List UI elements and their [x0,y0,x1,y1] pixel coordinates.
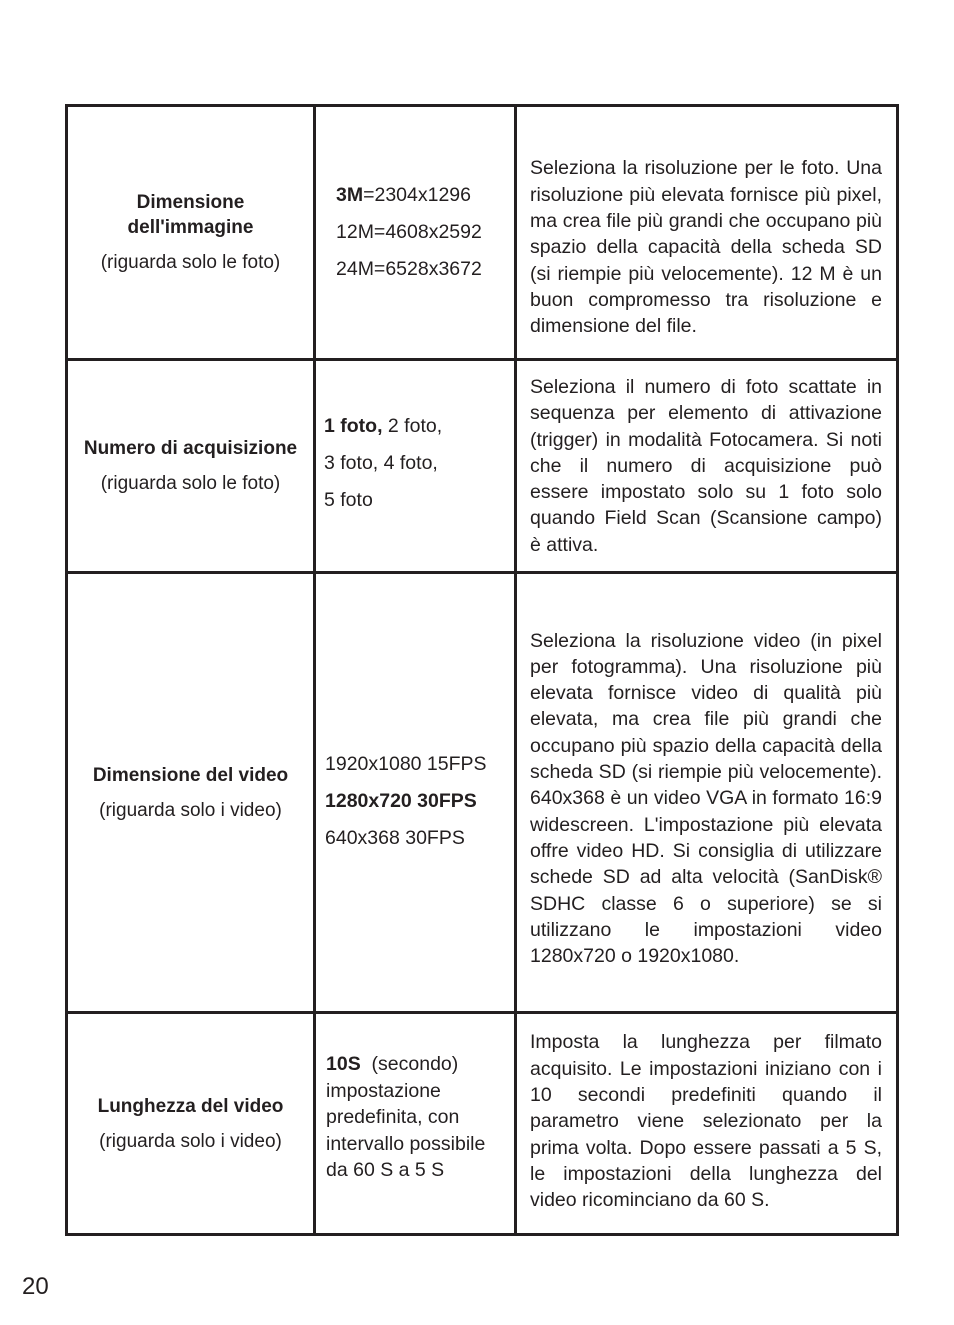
setting-description: Seleziona la risoluzione video (in pixel per fotogramma). Una risoluzione più elevata fornisce video di qualità più elevata, ma crea file più grandi che occupano più spazio della capacità della scheda SD (si riempie più velocemente). 640x368 è un video VGA in formato 16:9 widescreen. L'impostazione più elevata offre video HD. Si consiglia di utilizzare schede SD ad alta velocità (SanDisk® SDHC classe 6 o superiore) se si utilizzano le impostazioni video 1280x720 o 1920x1080. [516,573,898,1013]
setting-name-cell [67,573,315,1013]
setting-name-cell [67,1013,315,1235]
setting-options-cell [315,360,516,573]
option-text: (secondo) impostazione predefinita, con intervallo possibile da 60 S a 5 S [326,1053,491,1182]
setting-options-cell [315,573,516,1013]
option-bold: 3M [336,184,364,206]
option-line [324,445,514,482]
option-line [325,820,514,857]
option-paragraph [326,1051,504,1184]
setting-note: (riguarda solo le foto) [100,252,281,273]
option-text: 2 foto, [382,414,443,437]
setting-name-cell [67,106,315,360]
setting-note: (riguarda solo i video) [99,1130,282,1152]
setting-description: Imposta la lunghezza per filmato acquisito. Le impostazioni iniziano con i 10 secondi predefiniti quando il parametro viene selezionato per la prima volta. Dopo essere passati a 5 S, le impostazioni della lunghezza del video ricominciano da 60 S. [516,1013,898,1235]
setting-name: Dimensione del video [92,764,289,786]
setting-options-cell [315,106,516,360]
setting-note: (riguarda solo i video) [99,799,282,821]
setting-description: Seleziona la risoluzione per le foto. Una risoluzione più elevata fornisce più pixel, ma crea file più grandi che occupano più spazio della capacità della scheda SD (si riempie più velocemente). 12 M è un buon compromesso tra risoluzione e dimensione del file. [516,106,898,360]
setting-options-cell [315,1013,516,1235]
option-line [325,783,514,820]
option-bold: 1280x720 30FPS [325,790,477,812]
table-row [67,573,898,1013]
setting-description: Seleziona il numero di foto scattate in sequenza per elemento di attivazione (trigger) in modalità Fotocamera. Si noti che il numero di acquisizione può essere impostato solo su 1 foto solo quando Field Scan (Scansione campo) è attiva. [516,360,898,573]
setting-name: Dimensione dell'immagine [127,192,254,238]
option-text: 640x368 30FPS [325,827,465,849]
option-line [336,177,514,214]
page-number: 20 [22,1273,49,1300]
option-text: 1920x1080 15FPS [325,753,487,775]
option-line [336,251,514,288]
setting-name: Lunghezza del video [97,1095,284,1117]
option-text: 12M=4608x2592 [336,221,482,243]
option-line [325,746,514,783]
option-text: 3 foto, 4 foto, [324,451,438,474]
table-row [67,106,898,360]
table-row [67,360,898,573]
option-line [324,482,514,519]
option-bold: 10S [326,1053,361,1076]
option-line [324,408,514,445]
option-text: 5 foto [324,488,373,511]
option-line [336,214,514,251]
setting-name-cell [67,360,315,573]
settings-table [65,104,899,1236]
option-text: =2304x1296 [363,184,471,206]
option-bold: 1 foto, [324,414,383,437]
setting-name: Numero di acquisizione [83,438,298,459]
setting-note: (riguarda solo le foto) [100,473,281,494]
option-text: 24M=6528x3672 [336,258,482,280]
table-row [67,1013,898,1235]
